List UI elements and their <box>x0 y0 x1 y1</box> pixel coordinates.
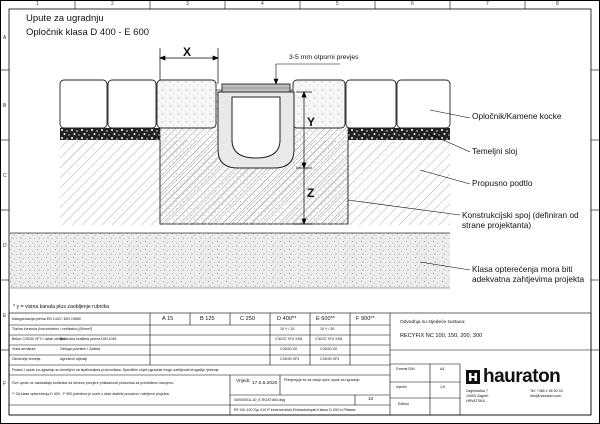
class-a15: A 15 <box>162 316 174 322</box>
drawing-title-line1: Upute za ugradnju <box>26 13 104 24</box>
row1-d400: 15 /* / 15 <box>280 327 295 331</box>
bedding-layer-left <box>60 128 160 140</box>
drawing-description: RF-NIL 100 Typ 010 R innenverzinkt Einbaubeispiel Klasse D 400 in Pflaster <box>234 408 356 412</box>
hauraton-logo-icon <box>466 370 480 384</box>
drawing-title-line2: Opločnik klasa D 400 - E 600 <box>26 27 150 38</box>
table-header-label: Kategorizacija prema EN 1433 / DIN 19580 <box>12 317 81 321</box>
row4-e600: C25/30 XF3 <box>320 357 340 361</box>
callout-paving: Opločnik/Kamene kocke <box>472 111 562 121</box>
date-label: Vrijedi: <box>236 379 251 384</box>
address-line3: HRVATSKA <box>466 399 485 403</box>
grid-row-c: C <box>3 173 7 179</box>
sub-base-layer <box>10 233 450 288</box>
product-header: Odvodnja su stjedeće sustava: <box>400 320 466 325</box>
email: info@hauraton.com <box>530 394 562 398</box>
class-b125: B 125 <box>200 316 215 322</box>
dimension-x-label: X <box>183 45 192 59</box>
format-value: A4 <box>440 367 445 371</box>
format-label: Format DIN <box>396 367 415 371</box>
drainage-channel <box>218 84 294 168</box>
dimension-y-label: Y <box>307 115 316 129</box>
row1-e600: 15 /* / 30 <box>320 327 335 331</box>
left-row-2: Vrsta armature <box>12 347 36 351</box>
grid-col-6: 6 <box>411 1 414 7</box>
paving-blocks-right <box>293 80 450 128</box>
scale-label: mjerilo <box>396 385 407 389</box>
grid-col-5: 5 <box>336 1 339 7</box>
address-line2: 10000 Zagreb <box>466 394 489 398</box>
grid-row-f: F <box>3 381 7 387</box>
dimension-z-label: Z <box>307 186 315 200</box>
grid-row-e: E <box>3 313 7 319</box>
note-2: Ove upute ne oslobađaju korisnika od obveze provjere prikladnosti proizvoda za predviđenu namjenu. <box>12 381 174 385</box>
callout-load-class: Klasa opterećenja mora biti adekvatna zahtjevima projekta <box>472 264 585 284</box>
gap-label: 3-5 mm otporni prevjes <box>289 54 359 61</box>
callout-bedding: Temeljni sloj <box>472 146 518 156</box>
date-value: 17.0.6.2020 <box>252 381 278 386</box>
grid-row-b: B <box>3 103 7 109</box>
grid-col-1: 1 <box>36 1 39 7</box>
scale-value: 1:5 <box>440 385 445 389</box>
grid-col-4: 4 <box>261 1 264 7</box>
row3-d400: C25/30 X0 <box>280 347 297 351</box>
paving-blocks-left <box>60 80 216 128</box>
left-row-3: Dimenzije temelja <box>12 357 41 361</box>
footnote: * y = visina kanala plus zaobljenje rubnika <box>13 304 110 310</box>
brand-wordmark: hauraton <box>483 366 561 387</box>
callout-subgrade: Propusno podtlo <box>472 178 533 188</box>
row4-d400: C25/30 XF3 <box>280 357 300 361</box>
drawing-number: 000000511-ID_E.ROATIAN.dwg <box>234 398 286 402</box>
class-f900: F 900** <box>356 316 375 322</box>
grid-col-2: 2 <box>111 1 114 7</box>
callout-joint: Konstrukcijski spoj (definiran od strane projektanta) <box>462 210 579 230</box>
class-d400: D 400** <box>277 316 297 322</box>
row3-label: Obloga površine / Zaštita <box>60 347 100 351</box>
class-c250: C 250 <box>240 316 255 322</box>
row4-label: Agresivni utjecaji <box>60 357 87 361</box>
grid-col-7: 7 <box>486 1 489 7</box>
phone: Tel: +385 1 66 50 33 <box>530 389 563 393</box>
revision: 12 <box>368 397 374 402</box>
product-name: RECYFIX NC 100, 150, 200, 300 <box>400 333 483 339</box>
row1-label: Tlačna čvrstoća (horizontalno / vertikalno) [N/mm²] <box>12 327 93 331</box>
remark: Primjenjuje se za nasip opće upute za ugradnju <box>284 378 360 382</box>
grid-row-a: A <box>3 35 7 41</box>
title-block <box>9 313 591 415</box>
class-e600: E 600** <box>316 316 335 322</box>
note-1: Podaci i upute za ugradnju su temeljeni na ispitivanjima proizvođača. Specifični uvjeti ugradnje mogu zahtijevati drugačije rješenje. <box>12 368 220 372</box>
row2-label: Betonska kvaliteta prema DIN 1045 <box>60 337 117 341</box>
edition-label: Edition <box>398 402 409 406</box>
grid-col-3: 3 <box>186 1 189 7</box>
bedding-layer-right <box>348 128 450 140</box>
left-row-1: Beton C25/30 XF3 / ostali zahtjevi <box>12 337 67 341</box>
note-3: ** Za klase opterećenja D 400 - F 900 potrebno je uzeti u obzir statički proračun i zahtjeve projekta. <box>12 392 170 396</box>
grid-col-8: 8 <box>556 1 559 7</box>
row3-e600: C25/30 X0 <box>320 347 337 351</box>
row2-e600: C30/37 XF4 XM1 <box>315 337 343 341</box>
grid-row-d: D <box>3 243 7 249</box>
row2-d400: C30/37 XF4 XM1 <box>275 337 303 341</box>
address-line1: Zagrebačka 7 <box>466 389 488 393</box>
